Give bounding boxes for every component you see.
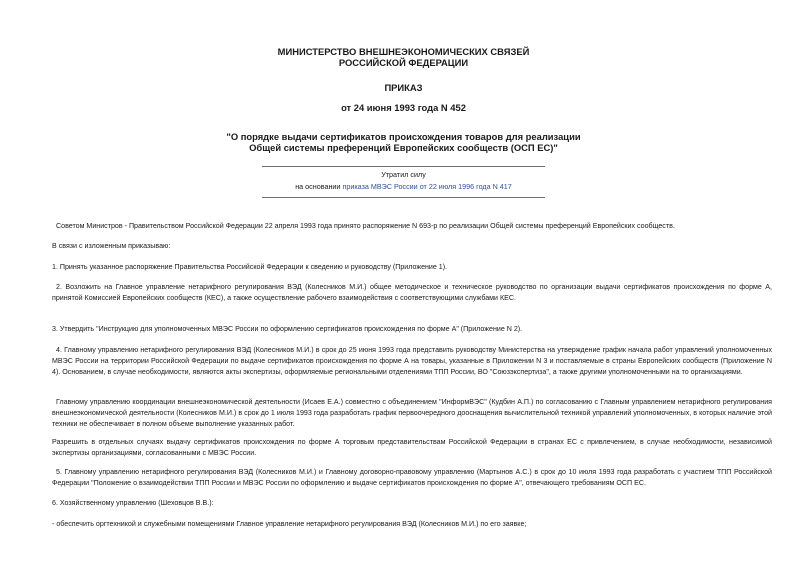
note-bottom-divider xyxy=(262,197,545,198)
paragraph: 5. Главному управлению нетарифного регулирования ВЭД (Колесников М.И.) и Главному договорно-правовому управлению (Мартынов А.С.) в срок до 10 июля 1993 года разработать с участием ТПП Российской Федерации "Положение о взаимодействии ТПП России и МВЭС России по оформлению и выдаче сертификатов происхождения по форме А", отвечающего требованиям ОСП ЕС. xyxy=(52,468,772,487)
paragraph: Главному управлению координации внешнеэкономической деятельности (Исаев Е.А.) совместно с объединением "ИнформВЭС" (Кудбин А.П.) по согласованию с Главным управлением нетарифного регулирования внешнеэкономической деятельности (Колесников М.И.) в срок до 1 июля 1993 года разработать график первоочередного дооснащения вычислительной техникой управлений уполномоченных, в которых наличие этой техники не обеспечивает в полном объеме выполнение указанных работ. xyxy=(52,398,772,428)
paragraph: 3. Утвердить "Инструкцию для уполномоченных МВЭС России по оформлению сертификатов происхождения по форме А" (Приложение N 2). xyxy=(52,325,523,333)
paragraph: 6. Хозяйственному управлению (Шеховцов В.В.): xyxy=(52,499,214,507)
paragraph: В связи с изложенным приказываю: xyxy=(52,242,171,250)
order-title-line-2: Общей системы преференций Европейских сообществ (ОСП ЕС)" xyxy=(249,142,558,153)
order-heading: ПРИКАЗ xyxy=(384,82,423,93)
order-title-line-1: "О порядке выдачи сертификатов происхождения товаров для реализации xyxy=(226,131,581,142)
paragraph: 4. Главному управлению нетарифного регулирования ВЭД (Колесников М.И.) в срок до 25 июня 1993 года представить руководству Министерства на утверждение график начала работ управлений уполномоченных МВЭС России на территории Российской Федерации по выдаче сертификатов происхождения по форме А на товары, указанные в Приложении N 3 и поставляемые в страны Европейских сообществ (Приложение N 4). Основанием, в случае необходимости, являются акты экспертизы, оформляемые региональными отделениями ТПП России, ВО "Союзэкспертиза", а также другими уполномоченными на то организациями. xyxy=(52,346,772,376)
paragraph: Разрешить в отдельных случаях выдачу сертификатов происхождения по форме А торговым представительствам Российской Федерации в странах ЕС с привлечением, в случае необходимости, независимой экспертизы организациями, согласованными с МВЭС России. xyxy=(52,438,772,457)
status-note-prefix: на основании xyxy=(295,182,343,191)
order-date: от 24 июня 1993 года N 452 xyxy=(341,102,466,113)
ministry-line-2: РОССИЙСКОЙ ФЕДЕРАЦИИ xyxy=(338,57,469,68)
paragraph: 2. Возложить на Главное управление нетарифного регулирования ВЭД (Колесников М.И.) общее методическое и техническое руководство по организации выдачи сертификатов происхождения по форме А, принятой Комиссией Европейских сообществ (КЕС), а также осуществление рабочего взаимодействия с соответствующими службами КЕС. xyxy=(52,283,772,302)
order-title xyxy=(0,131,807,153)
repeal-order-link[interactable]: приказа МВЭС России от 22 июля 1996 года N 417 xyxy=(342,182,512,191)
ministry-line-1: МИНИСТЕРСТВО ВНЕШНЕЭКОНОМИЧЕСКИХ СВЯЗЕЙ xyxy=(277,46,530,57)
paragraph: 1. Принять указанное распоряжение Правительства Российской Федерации к сведению и руководству (Приложение 1). xyxy=(52,263,448,271)
paragraph: Советом Министров - Правительством Российской Федерации 22 апреля 1993 года принято распоряжение N 693-р по реализации Общей системы преференций Европейских сообществ. xyxy=(56,222,675,230)
status-note xyxy=(262,165,545,193)
status-note-line-1: Утратил силу xyxy=(381,170,426,179)
paragraph: - обеспечить оргтехникой и служебными помещениями Главное управление нетарифного регулирования ВЭД (Колесников М.И.) по его заявке; xyxy=(52,520,527,528)
ministry-heading xyxy=(0,46,807,68)
status-note-line-2 xyxy=(295,182,512,191)
